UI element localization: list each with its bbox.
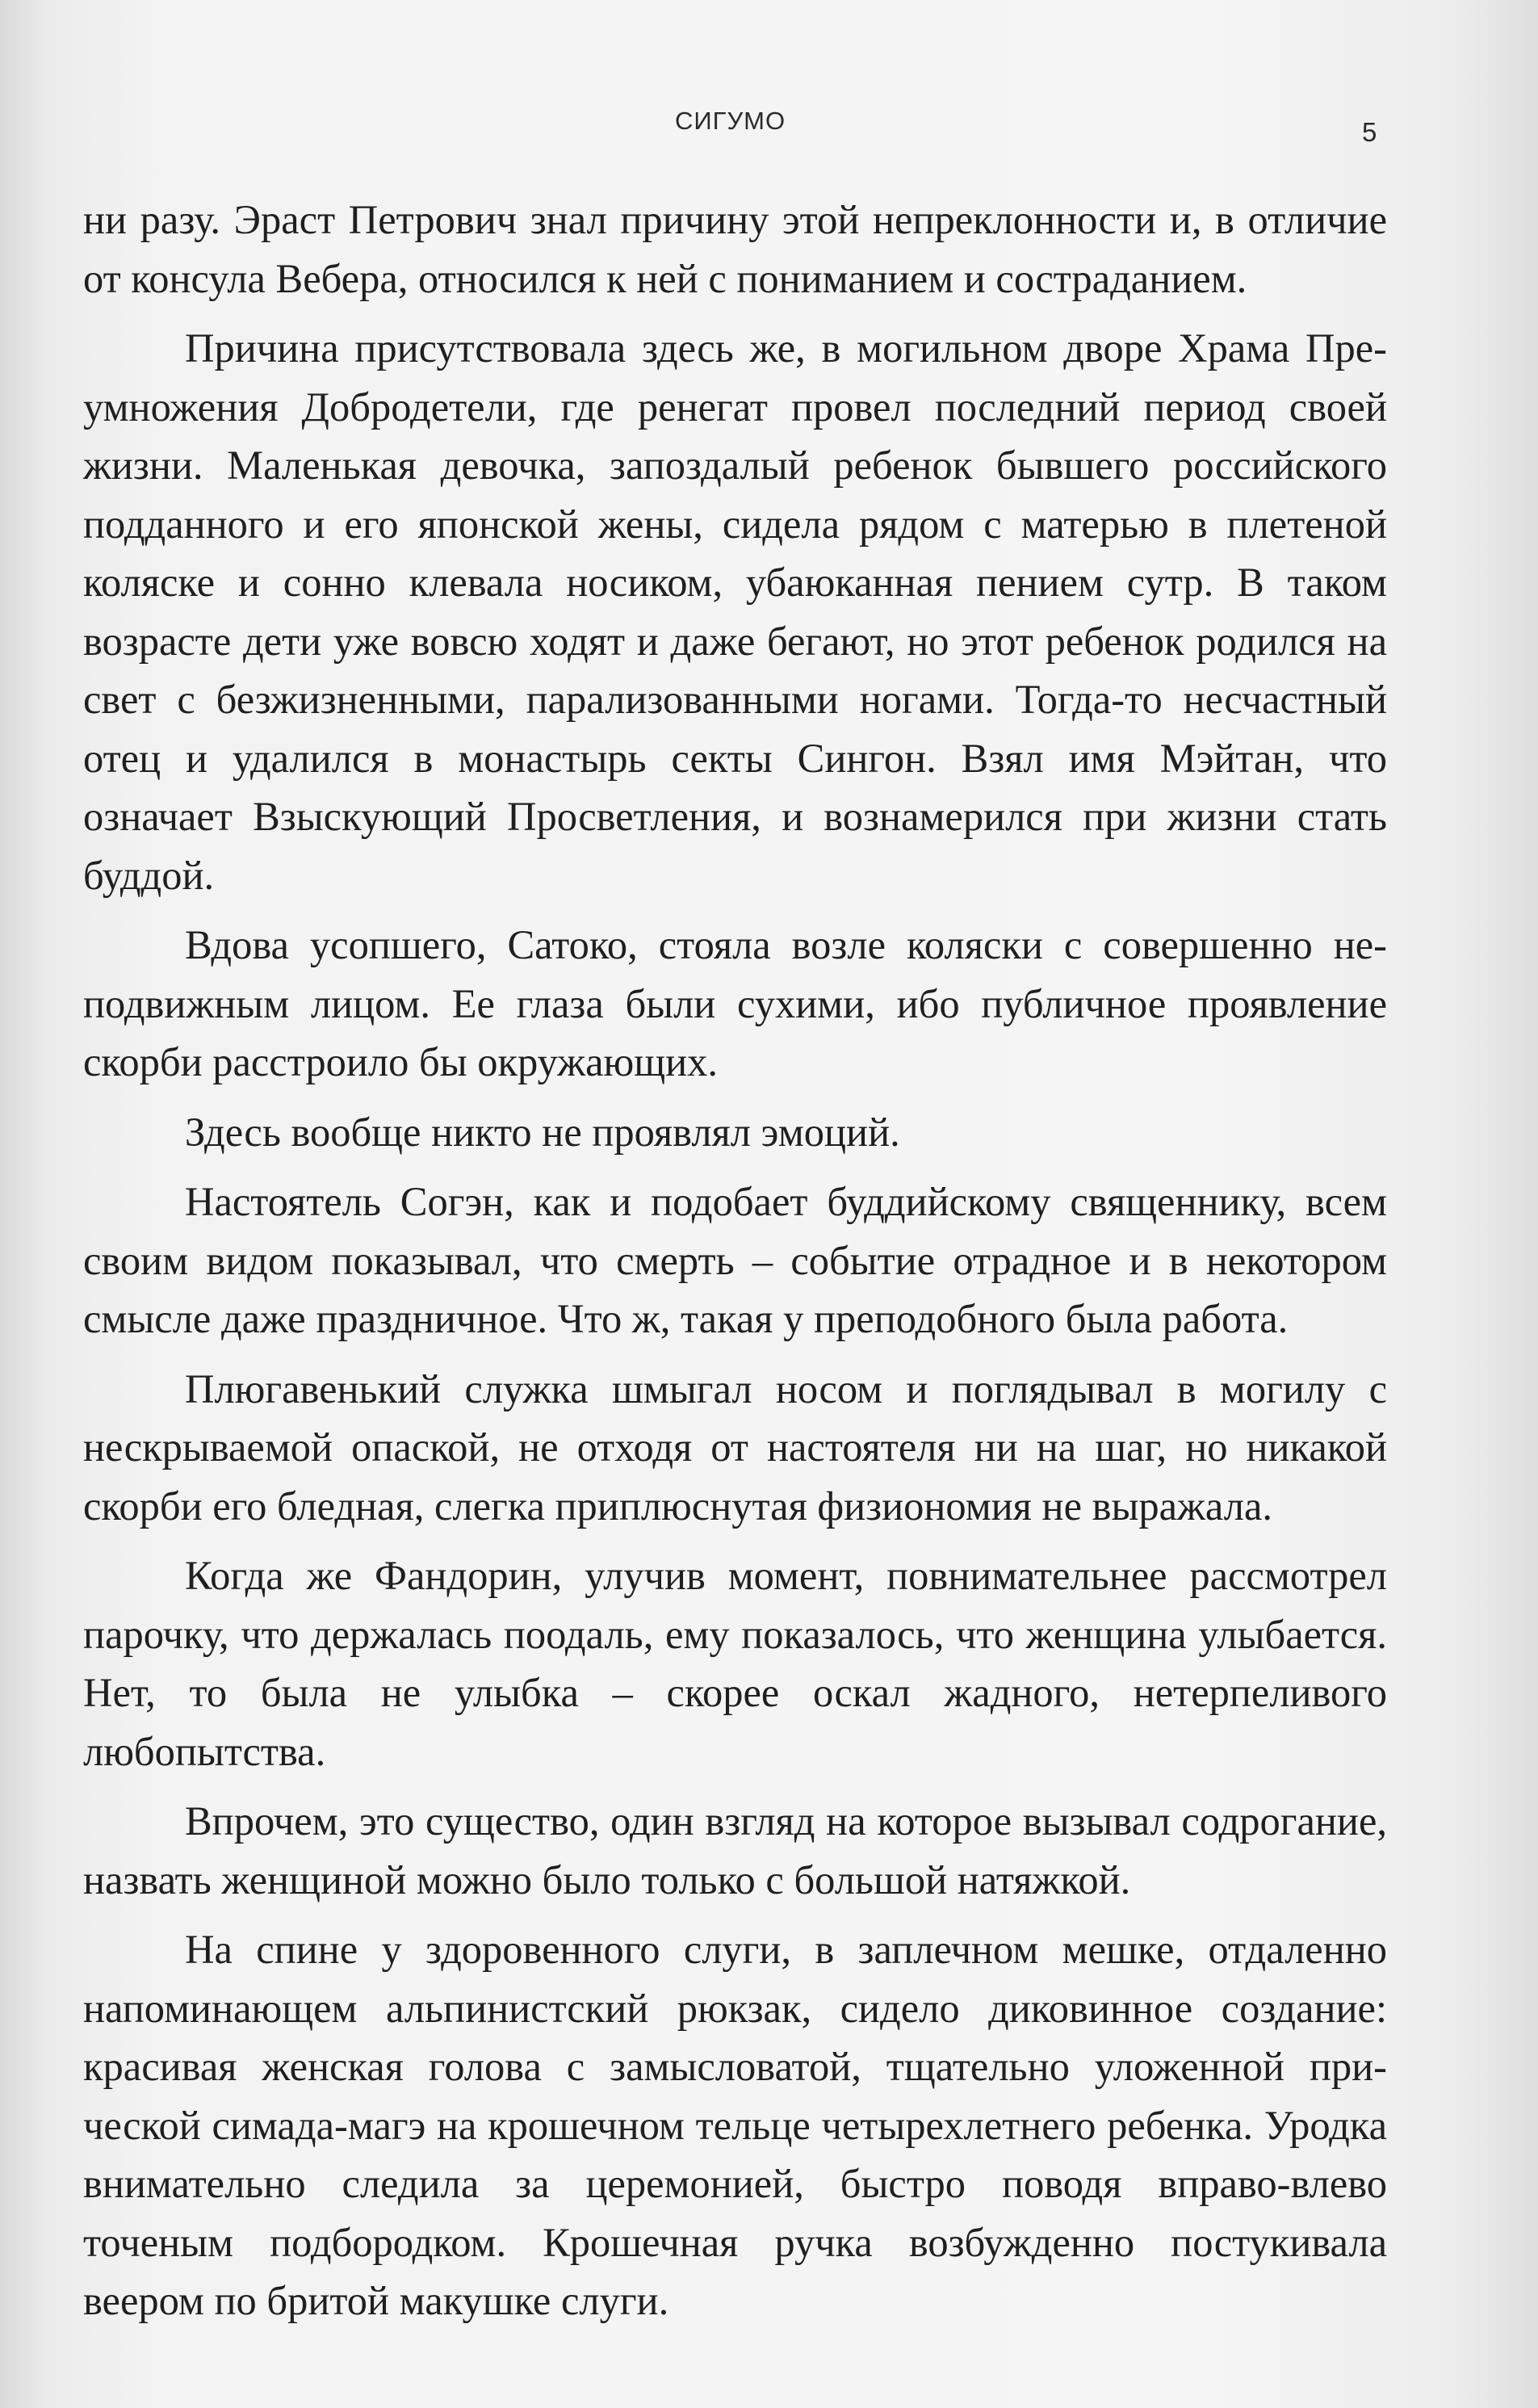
- paragraph: Впрочем, это существо, один взгляд на которое вызывал содрогание, назвать женщиной можно было только с большой натяжкой.: [83, 1798, 1387, 1902]
- paragraph: На спине у здоровенного слуги, в заплечном мешке, отдаленно напоминающем альпинистский рюкзак, сидело диковинное создание: красивая женская голова с замысловатой, тщательно уложенной прической симада-магэ на крошечном тельце четырехлетнего ребенка. Уродка внимательно следила за церемонией, быстро поводя вправо-влево точеным подбородком. Крошечная ручка возбужденно постукивала веером по бритой макушке слуги.: [83, 1927, 1387, 2323]
- paragraph: Плюгавенький служка шмыгал носом и поглядывал в могилу с нескрываемой опаской, не отходя от настоятеля ни на шаг, но никакой скорби его бледная, слегка приплюснутая физиономия не выражала.: [83, 1366, 1387, 1529]
- page-number: 5: [1362, 117, 1377, 147]
- paragraph: Причина присутствовала здесь же, в могильном дворе Храма Преумножения Добродетели, где ренегат провел последний период своей жизни. Маленькая девочка, запоздалый ребенок бывшего российского подданного и его японской жены, сидела рядом с матерью в плетеной коляске и сонно клевала носиком, убаюканная пением сутр. В таком возрасте дети уже вовсю ходят и даже бегают, но этот ребенок родился на свет с безжизненными, парализованными ногами. Тогда-то несчастный отец и удалился в монастырь секты Сингон. Взял имя Мэйтан, что означает Взыскующий Просветления, и вознамерился при жизни стать буддой.: [83, 325, 1387, 898]
- paragraph: Здесь вообще никто не проявлял эмоций.: [185, 1109, 900, 1155]
- paragraph: ни разу. Эраст Петрович знал причину этой непреклонности и, в отличие от консула Вебера, относился к ней с пониманием и состраданием.: [83, 197, 1387, 301]
- paragraph: Настоятель Согэн, как и подобает буддийскому священнику, всем своим видом показывал, что смерть – событие отрадное и в некотором смысле даже праздничное. Что ж, такая у преподобного была работа.: [83, 1179, 1387, 1341]
- running-title: СИГУМО: [675, 107, 786, 135]
- body-text: [83, 191, 1387, 2330]
- paragraph: Когда же Фандорин, улучив момент, повнимательнее рассмотрел парочку, что держалась поодаль, ему показалось, что женщина улыбается. Нет, то была не улыбка – скорее оскал жадного, нетерпеливого любопытства.: [83, 1553, 1387, 1774]
- paragraph: Вдова усопшего, Сатоко, стояла возле коляски с совершенно неподвижным лицом. Ее глаза были сухими, ибо публичное проявление скорби расстроило бы окружающих.: [83, 922, 1387, 1084]
